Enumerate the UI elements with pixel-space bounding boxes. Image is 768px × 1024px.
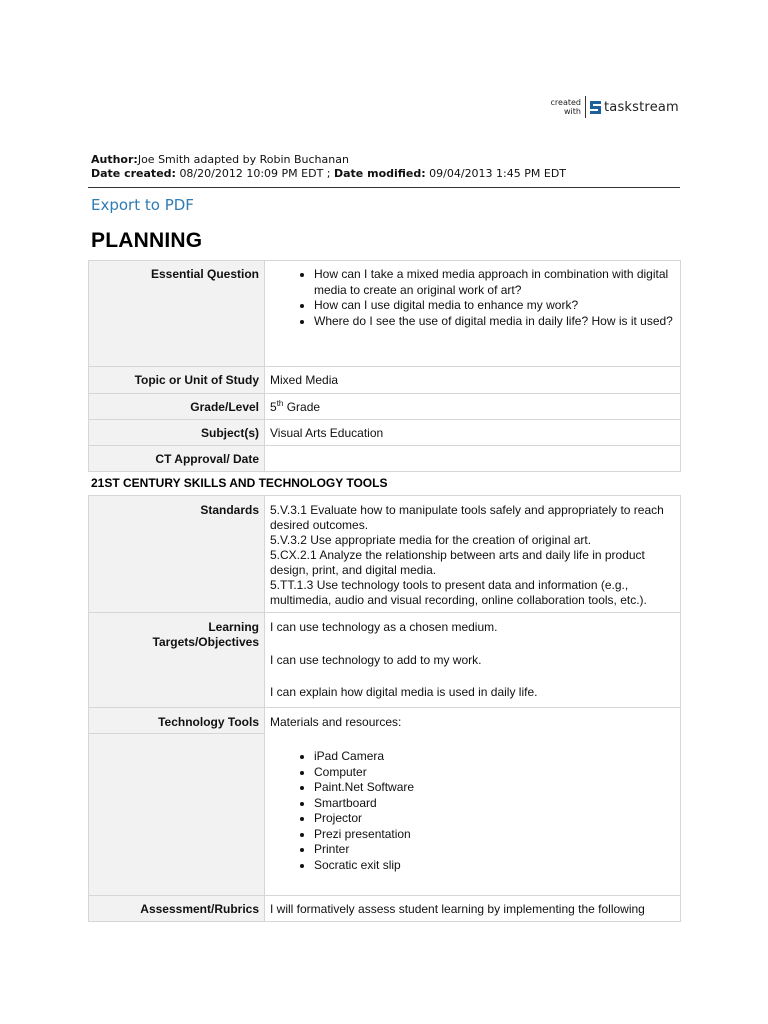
- learning-targets-label-line1: Learning: [208, 620, 259, 634]
- tools-intro: Materials and resources:: [270, 715, 402, 729]
- logo-name: taskstream: [604, 99, 679, 115]
- standards-label: Standards: [89, 496, 265, 613]
- technology-tools-label-text: Technology Tools: [89, 708, 264, 734]
- author-label: Author:: [91, 153, 138, 166]
- logo-with-text: with: [564, 107, 581, 116]
- table-row: [89, 394, 681, 420]
- table-row: [89, 446, 681, 472]
- date-separator: ;: [323, 167, 334, 180]
- date-created-label: Date created:: [91, 167, 176, 180]
- logo-created-with: [543, 98, 581, 116]
- logo-divider: [585, 96, 586, 118]
- standard-line: 5.V.3.2 Use appropriate media for the creation of original art.: [270, 533, 592, 547]
- topic-label: Topic or Unit of Study: [89, 367, 265, 394]
- essential-question-value: [265, 261, 681, 367]
- essential-question-list: [270, 267, 675, 329]
- table-row: [89, 613, 681, 708]
- list-item: • Printer: [314, 842, 675, 858]
- assessment-label: Assessment/Rubrics: [89, 896, 265, 922]
- date-modified-value: 09/04/2013 1:45 PM EDT: [429, 167, 567, 180]
- page-title: PLANNING: [91, 229, 203, 252]
- technology-tools-label: [89, 708, 265, 896]
- standard-line: 5.TT.1.3 Use technology tools to present data and information (e.g., multimedia, audio and visual recording, online collaboration tools, etc.).: [270, 578, 647, 607]
- target-line: I can explain how digital media is used in daily life.: [270, 685, 538, 699]
- list-item: • Paint.Net Software: [314, 780, 675, 796]
- subject-value: Visual Arts Education: [265, 420, 681, 446]
- header-divider: [88, 187, 680, 188]
- table-row: [89, 261, 681, 367]
- table-row: [89, 708, 681, 896]
- learning-targets-label: [89, 613, 265, 708]
- standard-line: 5.CX.2.1 Analyze the relationship between arts and daily life in product design, print, and digital media.: [270, 548, 645, 577]
- learning-targets-value: [265, 613, 681, 708]
- grade-value: [265, 394, 681, 420]
- grade-label: Grade/Level: [89, 394, 265, 420]
- table-row: [89, 496, 681, 613]
- grade-number: 5: [270, 400, 277, 414]
- list-item: • iPad Camera: [314, 749, 675, 765]
- table-row: [89, 420, 681, 446]
- learning-targets-label-line2: Targets/Objectives: [152, 635, 259, 649]
- list-item: • Prezi presentation: [314, 827, 675, 843]
- table-row: [89, 367, 681, 394]
- skills-table: [88, 495, 681, 922]
- standard-line: 5.V.3.1 Evaluate how to manipulate tools safely and appropriately to reach desired outcomes.: [270, 503, 664, 532]
- ct-approval-value: [265, 446, 681, 472]
- grade-text: Grade: [283, 400, 321, 414]
- grade-ordinal: th: [276, 399, 284, 408]
- taskstream-logo: [543, 94, 679, 120]
- topic-value: Mixed Media: [265, 367, 681, 394]
- section-heading: 21ST CENTURY SKILLS AND TECHNOLOGY TOOLS: [91, 476, 388, 490]
- list-item: • Socratic exit slip: [314, 858, 675, 874]
- standards-value: [265, 496, 681, 613]
- subject-label: Subject(s): [89, 420, 265, 446]
- tools-list: [270, 749, 675, 873]
- document-meta: [91, 153, 566, 181]
- list-item: • Where do I see the use of digital media in daily life? How is it used?: [314, 314, 675, 330]
- target-line: I can use technology to add to my work.: [270, 653, 482, 667]
- table-row: [89, 896, 681, 922]
- list-item: • Smartboard: [314, 796, 675, 812]
- export-to-pdf-link[interactable]: Export to PDF: [91, 196, 194, 214]
- list-item: • How can I use digital media to enhance my work?: [314, 298, 675, 314]
- author-value: Joe Smith adapted by Robin Buchanan: [137, 153, 349, 166]
- list-item: • Computer: [314, 765, 675, 781]
- logo-created-text: created: [550, 98, 581, 107]
- date-modified-label: Date modified:: [334, 167, 426, 180]
- list-item: • How can I take a mixed media approach in combination with digital media to create an original work of art?: [314, 267, 675, 298]
- taskstream-icon: [590, 101, 601, 114]
- dates-line: [91, 167, 566, 181]
- assessment-value: I will formatively assess student learning by implementing the following: [265, 896, 681, 922]
- list-item: • Projector: [314, 811, 675, 827]
- date-created-value: 08/20/2012 10:09 PM EDT: [179, 167, 324, 180]
- planning-table: [88, 260, 681, 472]
- author-line: [91, 153, 566, 167]
- essential-question-label: Essential Question: [89, 261, 265, 367]
- ct-approval-label: CT Approval/ Date: [89, 446, 265, 472]
- technology-tools-value: [265, 708, 681, 896]
- target-line: I can use technology as a chosen medium.: [270, 620, 498, 634]
